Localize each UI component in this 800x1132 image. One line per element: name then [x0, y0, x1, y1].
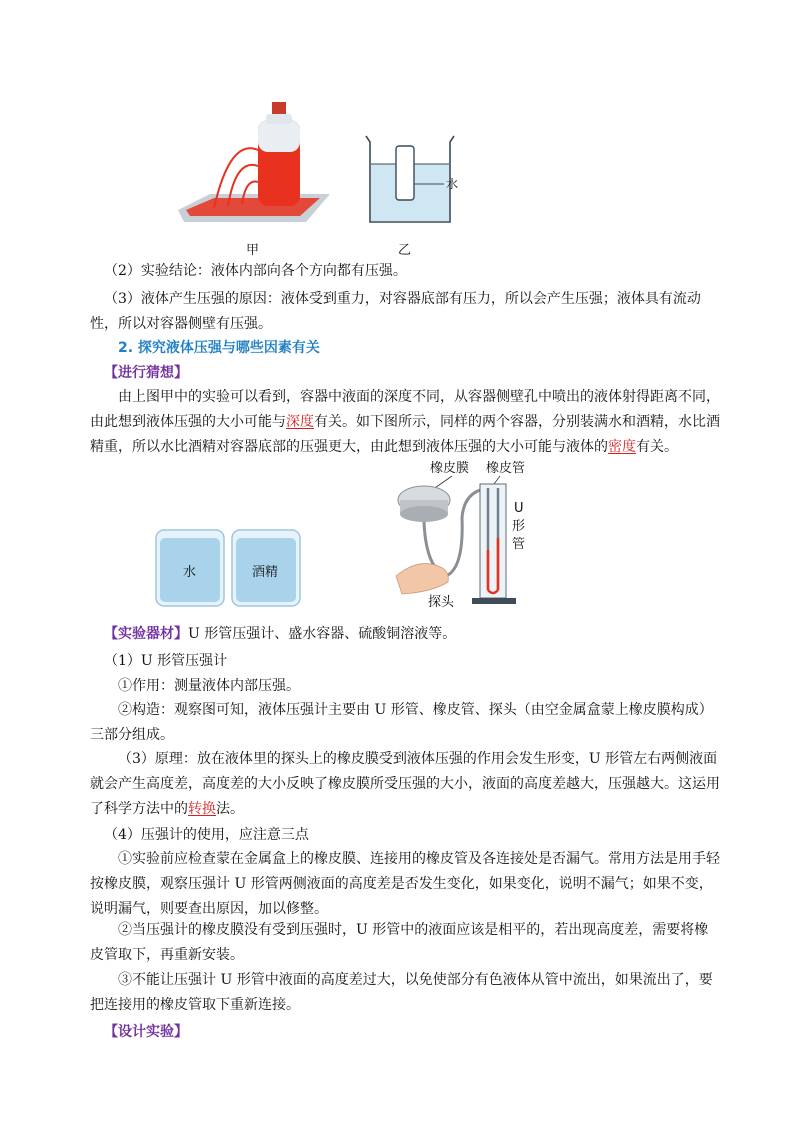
label-rubber-tube: 橡皮管 — [486, 461, 526, 476]
figure-two-beakers — [152, 526, 302, 610]
text-note-1 — [90, 847, 720, 922]
tag-equipment: 【实验器材】 — [104, 626, 188, 642]
guess-part-b: 有关。如下图所示，同样的两个容器，分别装满水和酒精，水比酒精重，所以水比酒精对容器底部的压强更大，由此想到液体压强的大小可能与液体的 — [90, 414, 720, 455]
text-equipment — [104, 622, 720, 647]
text-s3 — [90, 747, 720, 822]
beaker-water-label: 水 — [446, 177, 459, 191]
tag-guess: 【进行猜想】 — [104, 365, 188, 381]
figure-u-tube-gauge — [392, 458, 562, 610]
figure-bottle-jets — [170, 98, 340, 234]
text-cause — [90, 287, 720, 337]
s3-part-b: 法。 — [216, 801, 244, 817]
beaker-alcohol-text: 酒精 — [252, 565, 279, 580]
label-u2: 形 — [512, 519, 526, 534]
tag-design-line — [104, 1020, 734, 1045]
s3-part-a: （3）原理：放在液体里的探头上的橡皮膜受到液体压强的作用会发生形变，U 形管左右两侧液面就会产生高度差，高度差的大小反映了橡皮膜所受压强的大小，液面的高度差越大，压强越大。这运用了科学方法中的 — [90, 751, 720, 817]
label-u3: 管 — [512, 537, 526, 552]
note-3-content: ③不能让压强计 U 形管中液面的高度差过大，以免使部分有色液体从管中流出，如果流出了，要把连接用的橡皮管取下重新连接。 — [90, 972, 713, 1013]
s3-highlight-conversion: 转换 — [188, 801, 216, 817]
label-u1: U — [514, 501, 524, 516]
label-membrane: 橡皮膜 — [430, 461, 470, 476]
note-2-content: ②当压强计的橡皮膜没有受到压强时，U 形管中的液面应该是相平的，若出现高度差，需要将橡皮管取下，再重新安装。 — [90, 922, 709, 963]
text-conclusion-content: （2）实验结论：液体内部向各个方向都有压强。 — [104, 263, 407, 279]
label-probe: 探头 — [428, 595, 455, 610]
figure-label-jia: 甲 — [246, 243, 260, 258]
guess-part-a: 由上图甲中的实验可以看到，容器中液面的深度不同，从容器侧壁孔中喷出的液体射得距离不同，由此想到液体压强的大小可能与 — [90, 389, 720, 430]
text-s1 — [90, 649, 720, 674]
equipment-content: U 形管压强计、盛水容器、硫酸铜溶液等。 — [188, 626, 457, 642]
guess-part-c: 有关。 — [636, 439, 678, 455]
guess-highlight-density: 密度 — [608, 439, 636, 455]
text-s1b — [90, 698, 720, 748]
figure-beaker-water — [358, 122, 468, 232]
text-conclusion — [90, 259, 720, 284]
text-s1a — [90, 674, 720, 699]
section-heading-2: 2. 探究液体压强与哪些因素有关 — [118, 340, 320, 356]
gauge-base — [472, 598, 516, 604]
figure-label-yi: 乙 — [398, 243, 412, 258]
text-cause-content: （3）液体产生压强的原因：液体受到重力，对容器底部有压力，所以会产生压强；液体具有流动性，所以对容器侧壁有压强。 — [90, 291, 701, 332]
guess-highlight-depth: 深度 — [286, 414, 314, 430]
s1a-content: ①作用：测量液体内部压强。 — [118, 678, 300, 694]
bottle-top — [258, 120, 300, 152]
text-note-3 — [90, 968, 720, 1018]
note-1-content: ①实验前应检查蒙在金属盒上的橡皮膜、连接用的橡皮管及各连接处是否漏气。常用方法是用手轻按橡皮膜，观察压强计 U 形管两侧液面的高度差是否发生变化，如果变化，说明不漏气；如果不变，说明漏气，则要查出原因，加以修整。 — [90, 851, 720, 917]
s1-content: （1）U 形管压强计 — [104, 653, 228, 669]
s4-content: （4）压强计的使用，应注意三点 — [104, 827, 309, 843]
text-guess — [90, 385, 720, 460]
hand-shape — [396, 564, 448, 594]
tag-guess-line — [104, 361, 734, 386]
tag-design: 【设计实验】 — [104, 1024, 188, 1040]
s1b-content: ②构造：观察图可知，液体压强计主要由 U 形管、橡皮管、探头（由空金属盒蒙上橡皮膜构成）三部分组成。 — [90, 702, 713, 743]
tube-shape — [396, 146, 414, 200]
text-s4 — [90, 823, 720, 848]
text-note-2 — [90, 918, 720, 968]
beaker-water-text: 水 — [183, 565, 197, 580]
